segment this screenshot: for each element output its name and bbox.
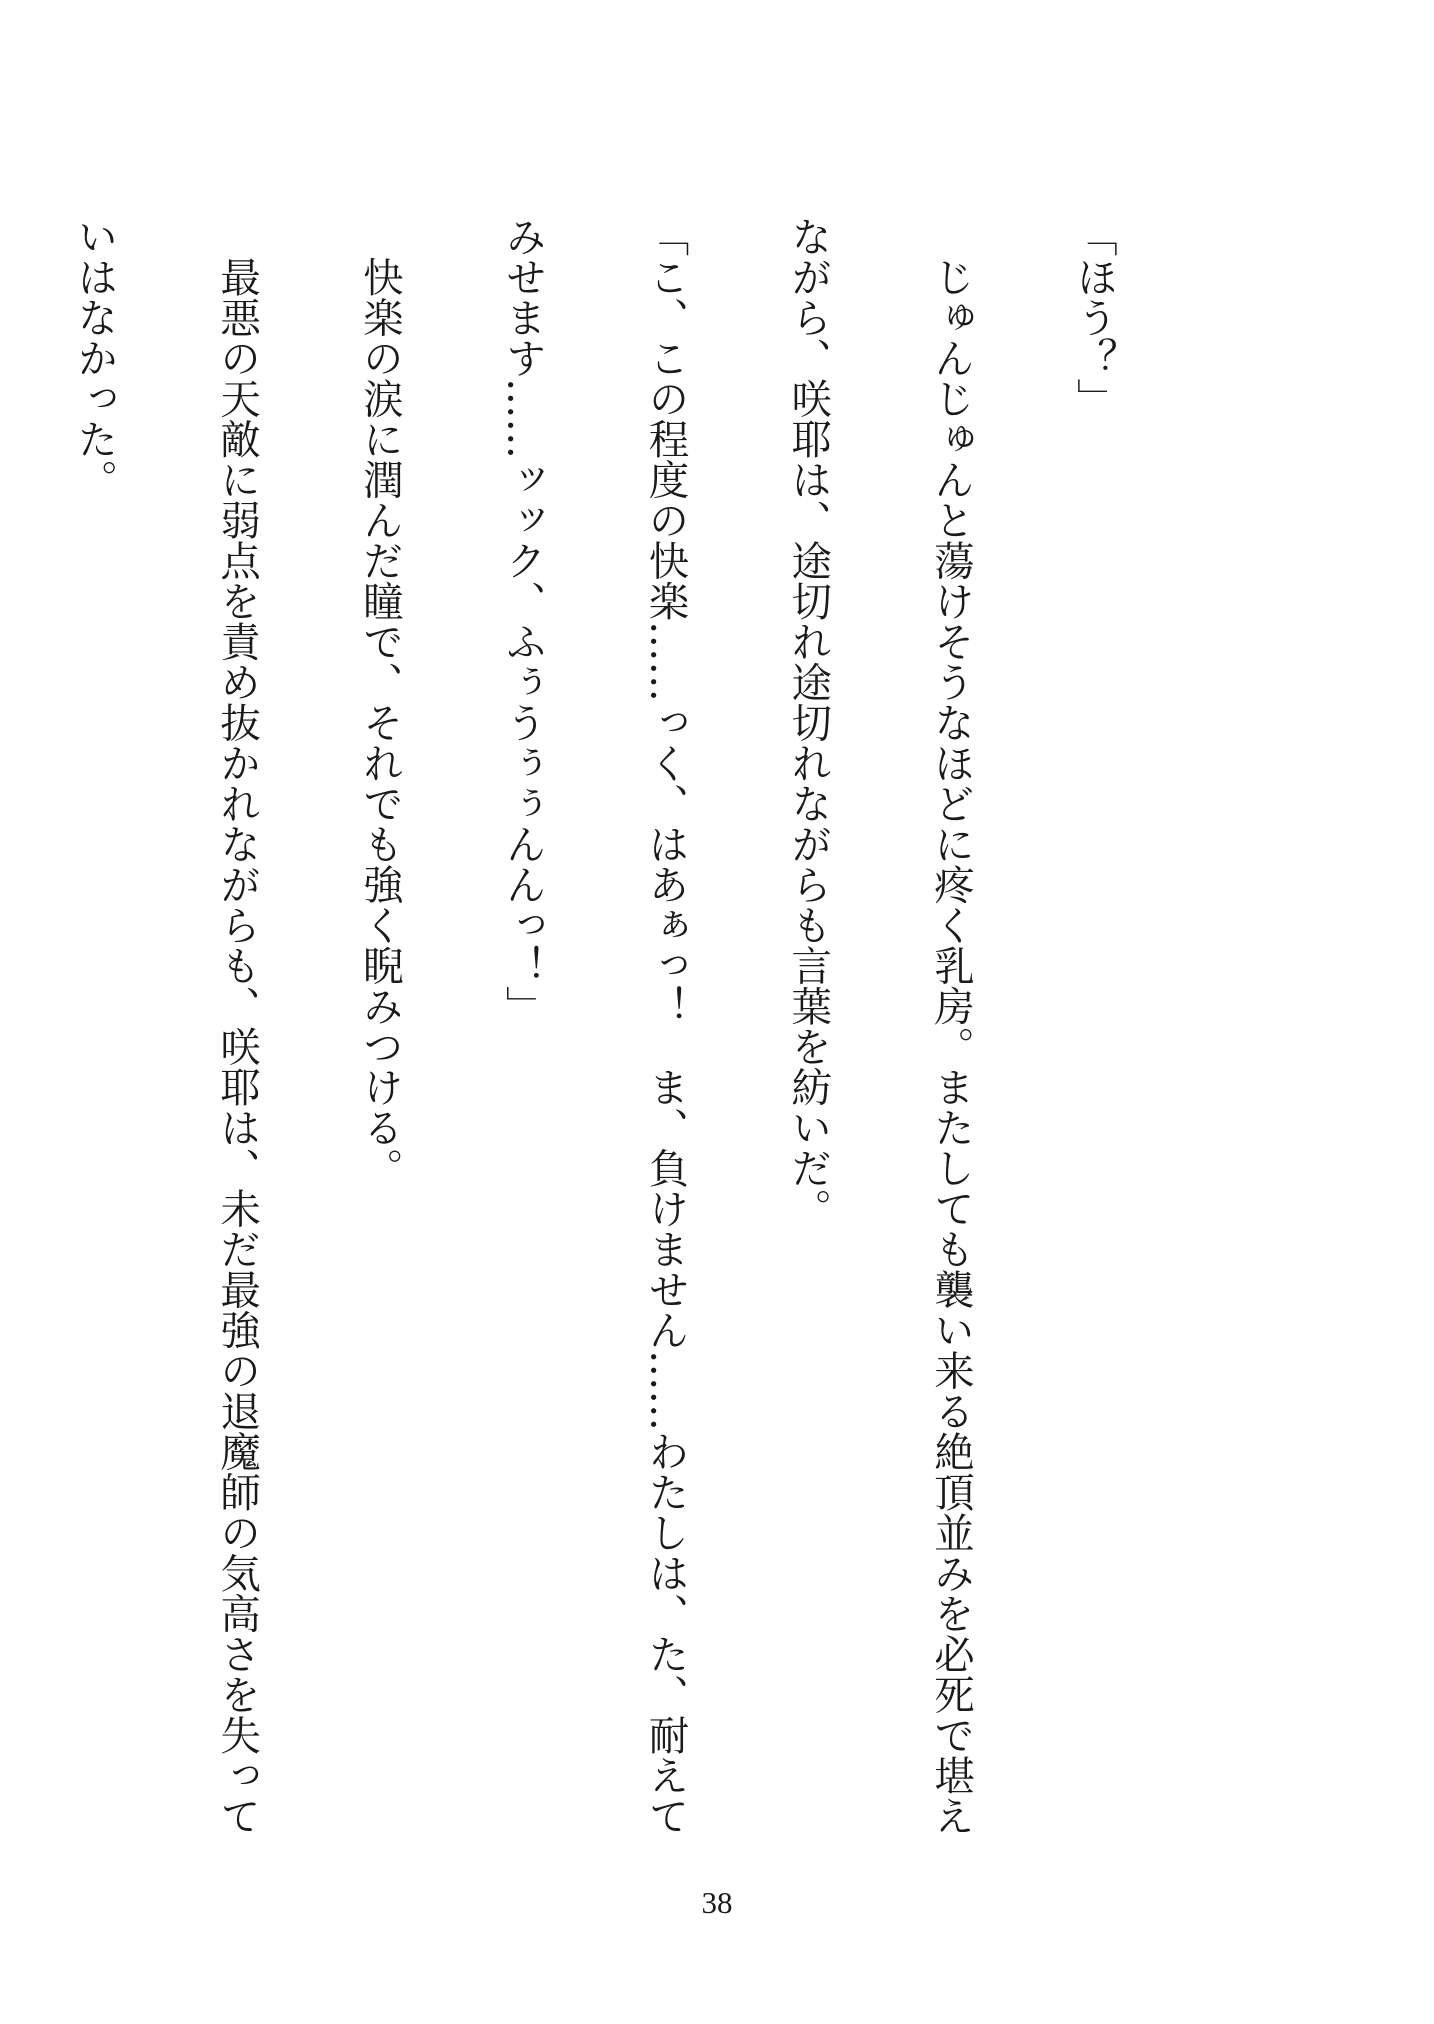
text-line: みせます……ッック、ふぅうぅぅんんっ！」 (498, 216, 547, 1026)
text-line: いはなかった。 (70, 216, 119, 500)
text-line: 「こ、この程度の快楽……っく、はあぁっ！ ま、負けません……わたしは、た、耐えて (641, 216, 690, 1836)
text-line: 快楽の涙に潤んだ瞳で、それでも強く睨みつける。 (355, 216, 404, 1188)
text-line: じゅんじゅんと蕩けそうなほどに疼く乳房。またしても襲い来る絶頂並みを必死で堪え (927, 216, 976, 1836)
text-line: ながら、咲耶は、途切れ途切れながらも言葉を紡いだ。 (784, 216, 833, 1229)
vertical-text-body (0, 216, 1212, 1836)
text-line: 「ほう？」 (1069, 216, 1118, 419)
text-line: 最悪の天敵に弱点を責め抜かれながらも、咲耶は、未だ最強の退魔師の気高さを失って (213, 216, 262, 1836)
page-number: 38 (701, 1885, 733, 1920)
